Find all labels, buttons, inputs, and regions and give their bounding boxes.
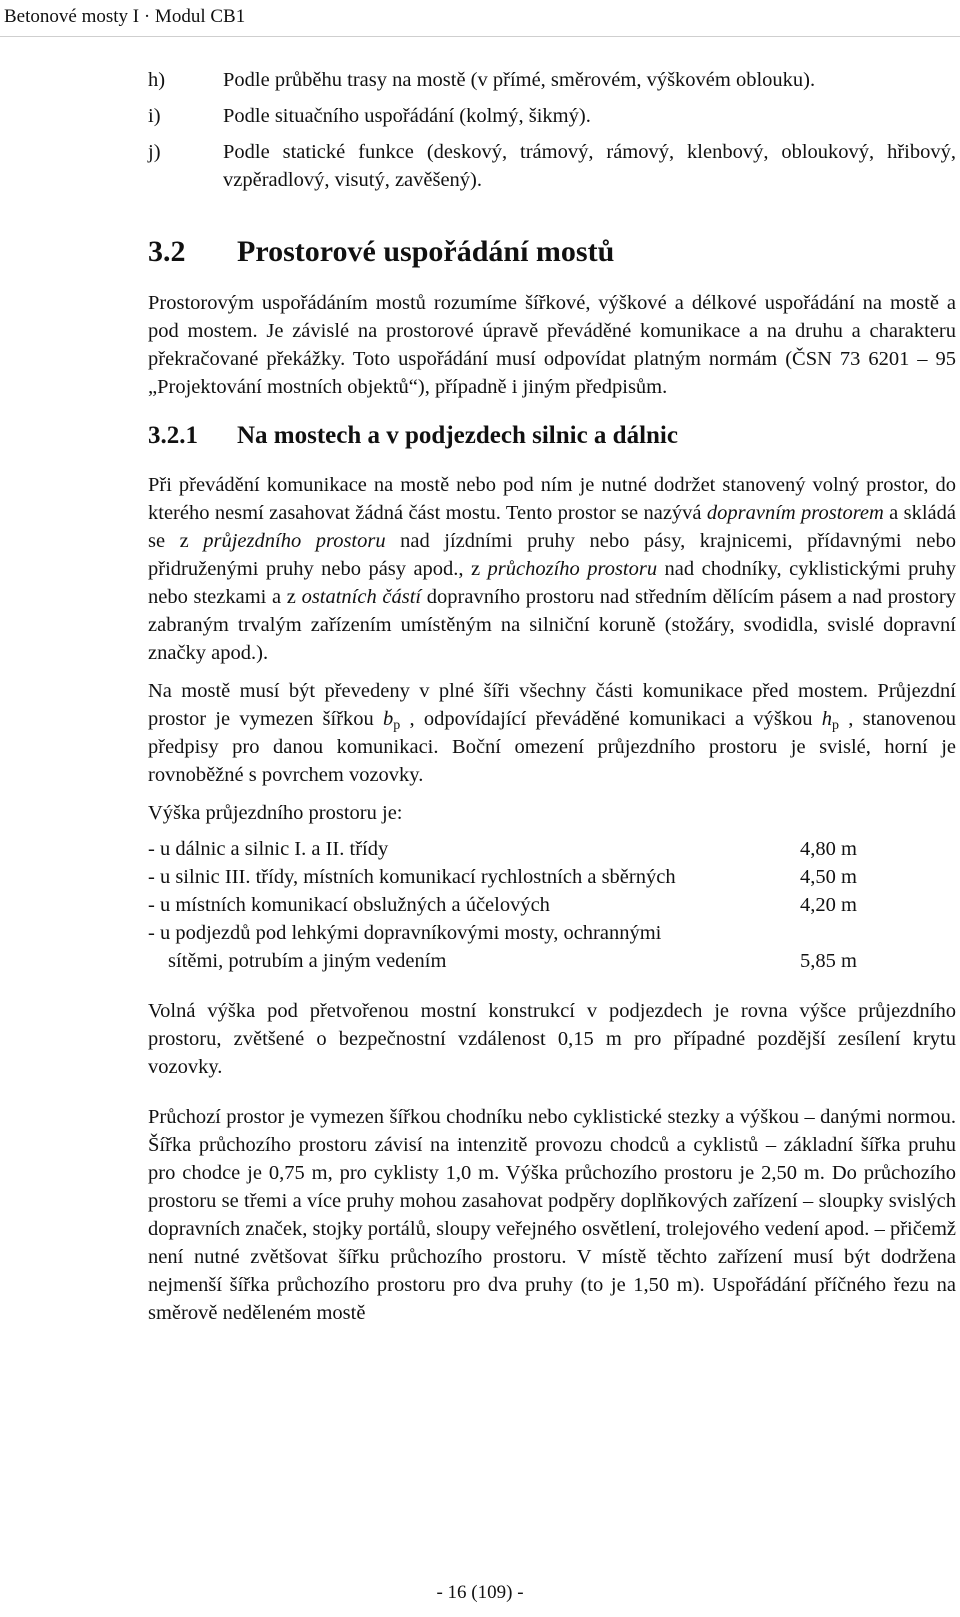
height-value: 4,50 m [800, 866, 857, 888]
list-item-text: Podle průběhu trasy na mostě (v přímé, směrovém, výškovém oblouku). [223, 69, 816, 91]
symbol-h: h [821, 708, 833, 730]
subsection-title: Na mostech a v podjezdech silnic a dálnic [237, 422, 678, 449]
height-row [148, 919, 956, 947]
height-row [148, 947, 956, 975]
page-header [0, 0, 960, 37]
height-value [800, 919, 956, 947]
text-run: Při převádění komunikace na mostě nebo pod ním je nutné dodržet stanovený volný prostor, do kterého nesmí zasahovat žádná část mostu. Tento prostor se nazývá [148, 474, 956, 524]
paragraph-walkway-space: Průchozí prostor je vymezen šířkou chodníku nebo cyklistické stezky a výškou – danými normou. Šířka průchozího prostoru závisí na intenzitě provozu chodců a cyklistů – základní šířka pruhu pro chodce je 0,75 m, pro cyklisty 1,0 m. Výška průchozího prostoru je 2,50 m. Do průchozího prostoru se třemi a více pruhy mohou zasahovat podpěry doplňkových zařízení – sloupky svislých dopravních značek, stojky portálů, sloupy veřejného osvětlení, trolejového vedení apod. – přičemž není nutné zvětšovat šířku průchozího prostoru. V místě těchto zařízení musí být dodržena nejmenší šířka průchozího prostoru pro dva pruhy (to je 1,50 m). Uspořádání příčného řezu na směrově neděleném mostě [148, 1106, 956, 1324]
height-row [148, 835, 956, 863]
list-item-text: Podle situačního uspořádání (kolmý, šikmý). [223, 105, 591, 127]
list-item [148, 102, 956, 130]
page-number: - 16 (109) - [436, 1582, 524, 1603]
height-label: - u místních komunikací obslužných a účelových [148, 894, 550, 916]
section-3-2-paragraph: Prostorovým uspořádáním mostů rozumíme šířkové, výškové a délkové uspořádání na mostě a pod mostem. Je závislé na prostorové úpravě převáděné komunikace a na druhu a charakteru překračované překážky. Toto uspořádání musí odpovídat platným normám (ČSN 73 6201 – 95 „Projektování mostních objektů“), případně i jiným předpisům. [148, 292, 956, 398]
list-item [148, 138, 956, 194]
paragraph-free-height: Volná výška pod přetvořenou mostní konstrukcí v podjezdech je rovna výšce průjezdního prostoru, zvětšené o bezpečnostní vzdálenost 0,15 m pro případné pozdější zesílení krytu vozovky. [148, 1000, 956, 1078]
height-label: - u podjezdů pod lehkými dopravníkovými mosty, ochrannými [148, 922, 662, 944]
text-run: , stanovenou předpisy pro danou komunikaci. Boční omezení průjezdního prostoru je svislé, horní je rovnoběžné s povrchem vozovky. [148, 708, 956, 786]
heights-list [148, 835, 956, 975]
subsection-number: 3.2.1 [148, 422, 198, 449]
height-row [148, 863, 956, 891]
term-pruchozi-prostor: průchozího prostoru [487, 558, 658, 580]
height-row [148, 891, 956, 919]
list-item-text: Podle statické funkce (deskový, trámový, rámový, klenbový, obloukový, hřibový, vzpěradlový, visutý, zavěšený). [223, 141, 956, 191]
list-item-label: j) [148, 141, 161, 163]
paragraph-traffic-space [148, 471, 956, 667]
height-label: - u dálnic a silnic I. a II. třídy [148, 838, 389, 860]
text-run: dopravního prostoru nad středním dělícím pásem a nad prostory zabraným trvalým zařízením umístěným na silniční koruně (stožáry, svodidla, svislé dopravní značky apod.). [148, 586, 956, 664]
term-pruzjezdni-prostor: průjezdního prostoru [203, 530, 386, 552]
section-title: Prostorové uspořádání mostů [237, 235, 615, 268]
section-heading-3-2-1 [148, 419, 956, 453]
text-run: a skládá se z [148, 502, 956, 552]
list-item [148, 66, 956, 94]
height-label: sítěmi, potrubím a jiným vedením [168, 950, 447, 972]
height-value: 4,80 m [800, 838, 857, 860]
section-number: 3.2 [148, 235, 186, 268]
heights-intro: Výška průjezdního prostoru je: [148, 802, 403, 824]
height-value: 4,20 m [800, 894, 857, 916]
header-title: Betonové mosty I · Modul CB1 [4, 6, 246, 27]
symbol-b-subscript: p [393, 718, 401, 733]
symbol-h-subscript: p [832, 718, 840, 733]
list-item-label: i) [148, 105, 161, 127]
text-run: Na mostě musí být převedeny v plné šíři všechny části komunikace před mostem. Průjezdní prostor je vymezen šířkou [148, 680, 956, 730]
symbol-b: b [383, 708, 394, 730]
height-value: 5,85 m [800, 950, 857, 972]
text-run: , odpovídající převáděné komunikaci a výškou [400, 708, 822, 730]
paragraph-clearance-width [148, 677, 956, 789]
text-run: nad jízdními pruhy nebo pásy, krajnicemi, přídavnými nebo přidruženými pruhy nebo pásy apod., z [148, 530, 956, 580]
page-content [148, 66, 956, 1327]
term-ostatni-casti: ostatních částí [301, 586, 422, 608]
term-dopravni-prostor: dopravním prostorem [706, 502, 884, 524]
list-item-label: h) [148, 69, 166, 91]
height-label: - u silnic III. třídy, místních komunikací rychlostních a sběrných [148, 866, 676, 888]
section-heading-3-2 [148, 233, 956, 271]
text-run: nad chodníky, cyklistickými pruhy nebo stezkami a z [148, 558, 956, 608]
